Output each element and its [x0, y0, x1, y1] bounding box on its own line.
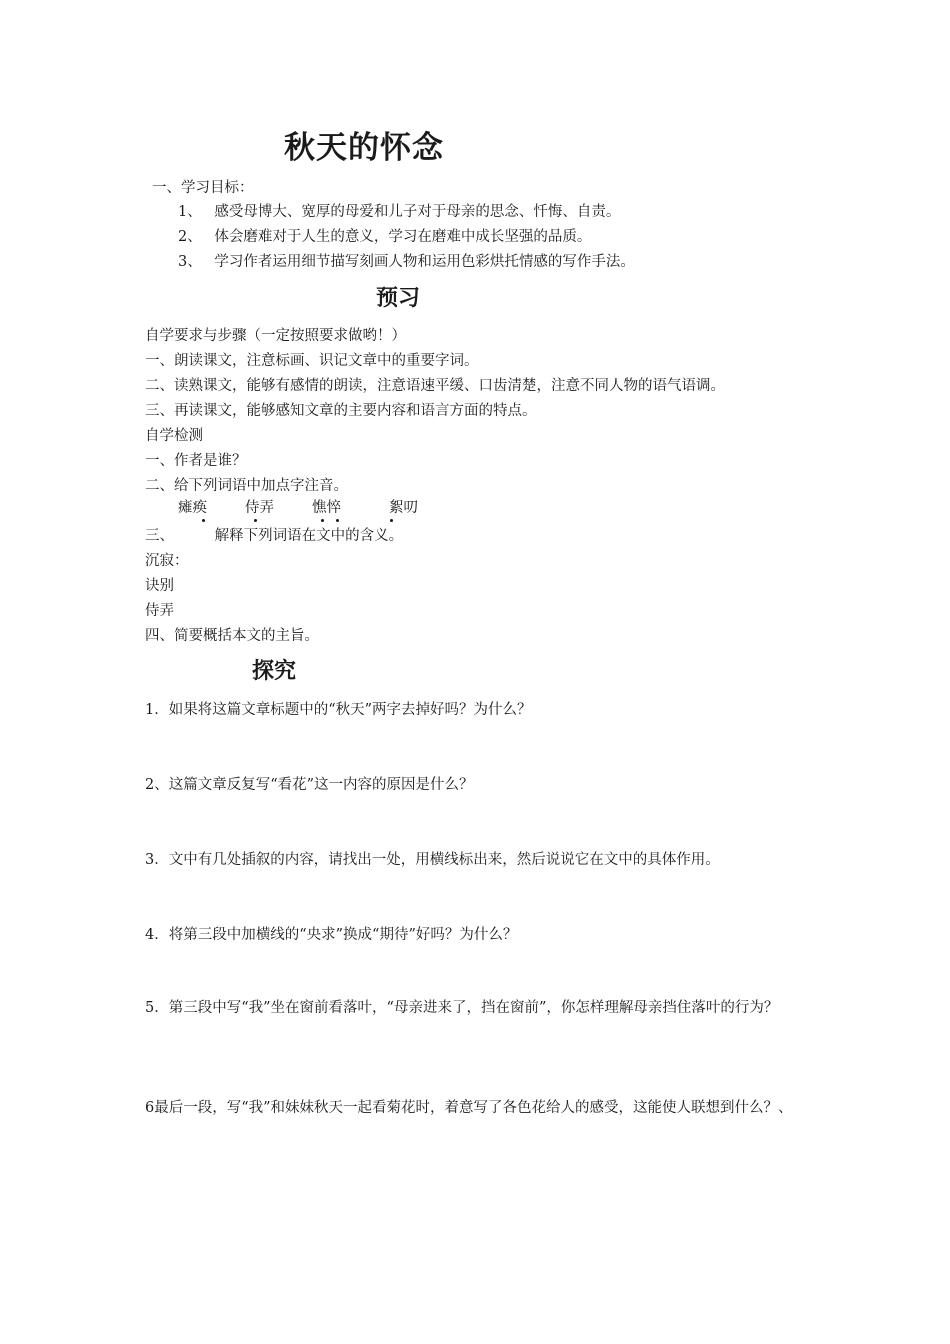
explore-question: 6最后一段，写“我”和妹妹秋天一起看菊花时，着意写了各色花给人的感受，这能使人联想到什么？、 — [145, 1100, 793, 1116]
requirement-item: 一、朗读课文，注意标画、识记文章中的重要字词。 — [145, 353, 479, 369]
check-question-2: 二、给下列词语中加点字注音。 — [145, 478, 348, 494]
term-item: 侍弄 — [145, 603, 174, 619]
explore-question: 5．第三段中写“我”坐在窗前看落叶，“母亲进来了，挡在窗前”，你怎样理解母亲挡住落叶的行为？ — [145, 1000, 779, 1016]
objective-number: 3、 — [178, 254, 202, 270]
explore-question: 4．将第三段中加横线的“央求”换成“期待”好吗？为什么？ — [145, 927, 518, 943]
objective-number: 2、 — [178, 229, 202, 245]
explore-question: 1．如果将这篇文章标题中的“秋天”两字去掉好吗？为什么？ — [145, 702, 532, 718]
emphasis-dot — [254, 519, 257, 522]
requirement-item: 三、再读课文，能够感知文章的主要内容和语言方面的特点。 — [145, 403, 537, 419]
requirement-item: 二、读熟课文，能够有感情的朗读，注意语速平缓、口齿清楚，注意不同人物的语气语调。 — [145, 378, 725, 394]
objective-text: 学习作者运用细节描写刻画人物和运用色彩烘托情感的写作手法。 — [214, 254, 635, 270]
objective-text: 感受母博大、宽厚的母爱和儿子对于母亲的思念、忏悔、自责。 — [214, 204, 621, 220]
check-question-4: 四、简要概括本文的主旨。 — [145, 628, 319, 644]
emphasis-dot — [202, 519, 205, 522]
objectives-heading: 一、学习目标： — [152, 180, 254, 196]
pinyin-word: 憔悴 — [312, 500, 341, 516]
pinyin-word: 絮叨 — [389, 500, 418, 516]
emphasis-dot — [390, 519, 393, 522]
question-number: 三、 — [145, 528, 174, 544]
self-check-title: 自学检测 — [145, 428, 203, 444]
emphasis-dot — [321, 519, 324, 522]
term-item: 诀别 — [145, 578, 174, 594]
page-title: 秋天的怀念 — [284, 130, 444, 166]
explore-heading: 探究 — [252, 659, 297, 684]
objective-text: 体会磨难对于人生的意义，学习在磨难中成长坚强的品质。 — [214, 229, 592, 245]
objective-item — [178, 227, 591, 247]
objective-item — [178, 202, 620, 222]
check-question-1: 一、作者是谁？ — [145, 453, 247, 469]
objective-item — [178, 252, 635, 272]
preview-heading: 预习 — [376, 286, 421, 311]
objective-number: 1、 — [178, 204, 202, 220]
requirements-title: 自学要求与步骤（一定按照要求做哟！） — [145, 328, 406, 344]
pinyin-word: 侍弄 — [245, 500, 274, 516]
question-text: 解释下列词语在文中的含义。 — [214, 528, 404, 544]
term-item: 沉寂： — [145, 553, 189, 569]
explore-question: 3．文中有几处插叙的内容，请找出一处，用横线标出来，然后说说它在文中的具体作用。 — [145, 852, 720, 868]
pinyin-word: 瘫痪 — [178, 500, 207, 516]
explore-question: 2、这篇文章反复写“看花”这一内容的原因是什么？ — [145, 777, 474, 793]
emphasis-dot — [336, 519, 339, 522]
check-question-3 — [145, 526, 403, 546]
